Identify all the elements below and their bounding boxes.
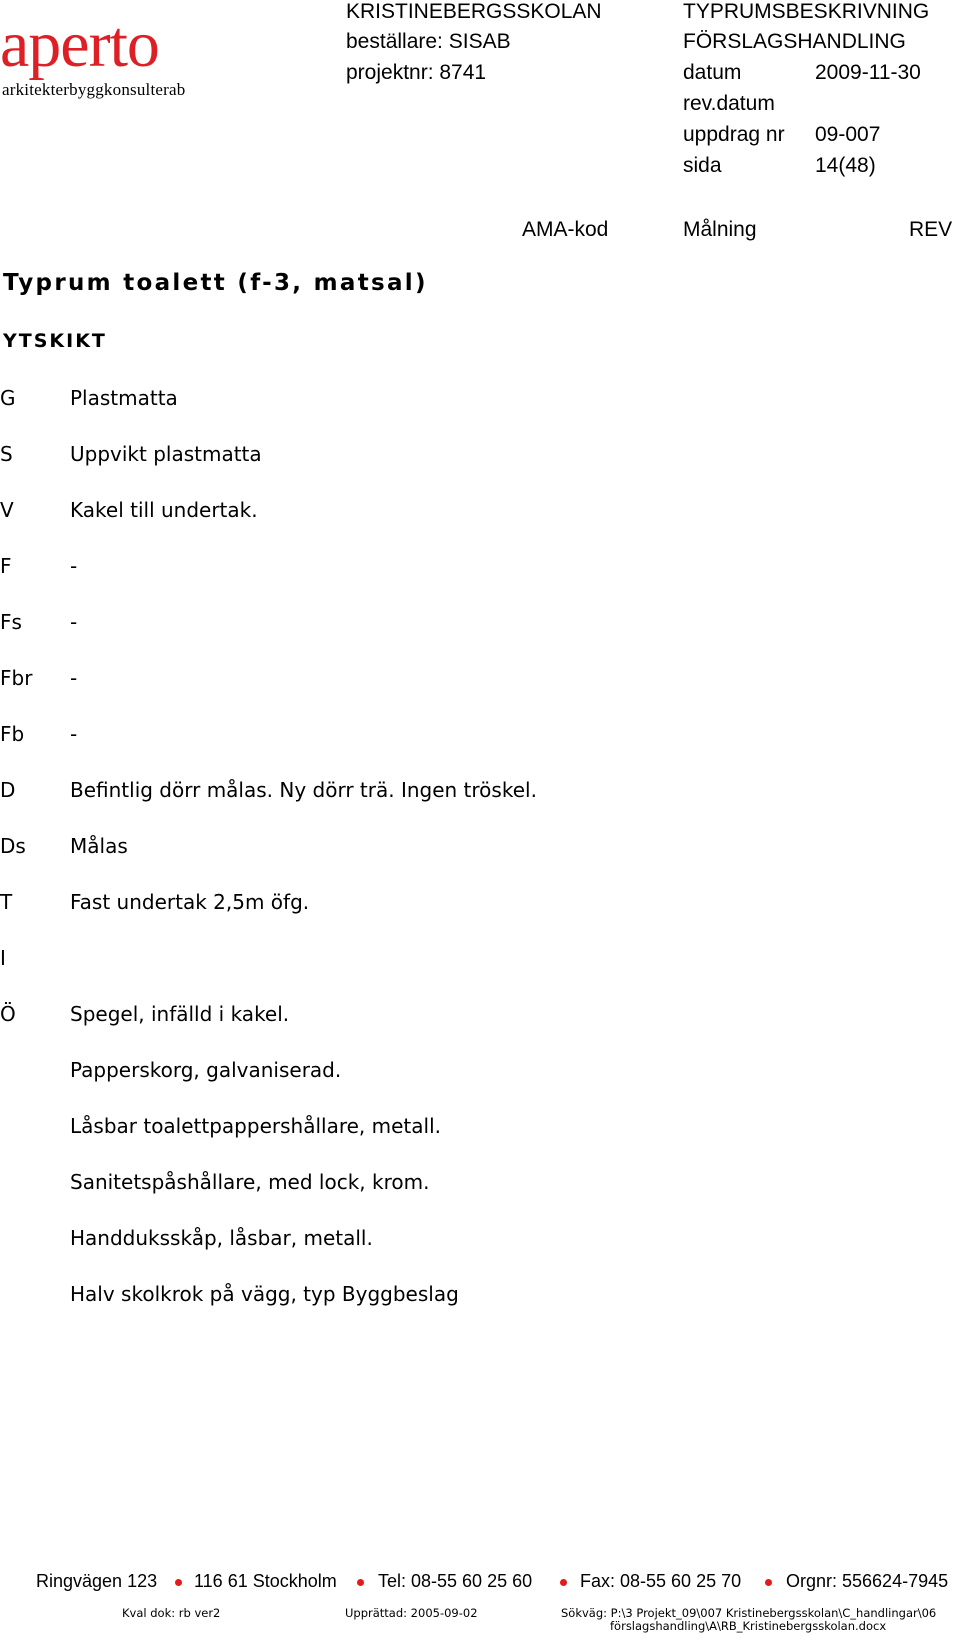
spec-text: -	[70, 722, 78, 746]
client: beställare: SISAB	[346, 30, 511, 53]
spec-code: G	[0, 386, 16, 410]
spec-code: Fb	[0, 722, 25, 746]
spec-text: -	[70, 554, 78, 578]
page-label: sida	[683, 154, 722, 177]
assignment-label: uppdrag nr	[683, 123, 785, 146]
column-painting: Målning	[683, 218, 757, 241]
assignment-value: 09-007	[815, 123, 881, 146]
spec-text: Fast undertak 2,5m öfg.	[70, 890, 310, 914]
company-logo: aperto	[0, 8, 159, 81]
spec-code: Ds	[0, 834, 26, 858]
spec-text: Befintlig dörr målas. Ny dörr trä. Ingen tröskel.	[70, 778, 537, 802]
spec-text: Handduksskåp, låsbar, metall.	[70, 1226, 373, 1250]
spec-code: T	[0, 890, 13, 914]
spec-text: Halv skolkrok på vägg, typ Byggbeslag	[70, 1282, 459, 1306]
spec-code: D	[0, 778, 16, 802]
spec-text: Papperskorg, galvaniserad.	[70, 1058, 342, 1082]
footer-tel: Tel: 08-55 60 25 60	[378, 1571, 533, 1591]
revision-date-label: rev.datum	[683, 92, 775, 115]
footer-orgnr: Orgnr: 556624-7945	[786, 1571, 949, 1591]
spec-text: Spegel, infälld i kakel.	[70, 1002, 290, 1026]
bullet-icon	[765, 1579, 772, 1586]
bullet-icon	[357, 1579, 364, 1586]
column-revision: REV	[909, 218, 953, 241]
bullet-icon	[560, 1579, 567, 1586]
spec-text: Låsbar toalettpappershållare, metall.	[70, 1114, 441, 1138]
spec-code: I	[0, 946, 6, 970]
footer-quality-doc: Kval dok: rb ver2	[122, 1606, 221, 1620]
spec-code: F	[0, 554, 12, 578]
document-type: TYPRUMSBESKRIVNING	[683, 0, 930, 23]
date-label: datum	[683, 61, 742, 84]
spec-code: V	[0, 498, 14, 522]
page-value: 14(48)	[815, 154, 876, 177]
spec-text: Sanitetspåshållare, med lock, krom.	[70, 1170, 430, 1194]
column-ama-code: AMA-kod	[522, 218, 609, 241]
footer-city: 116 61 Stockholm	[194, 1571, 337, 1591]
document-stage: FÖRSLAGSHANDLING	[683, 30, 906, 53]
spec-code: S	[0, 442, 13, 466]
spec-text: Kakel till undertak.	[70, 498, 258, 522]
spec-code: Fbr	[0, 666, 33, 690]
spec-text: Målas	[70, 834, 128, 858]
footer-address: Ringvägen 123	[36, 1571, 158, 1591]
project-name: KRISTINEBERGSSKOLAN	[346, 0, 602, 23]
date-value: 2009-11-30	[815, 61, 921, 84]
footer-contact	[0, 1571, 960, 1595]
room-title: Typrum toalett (f-3, matsal)	[3, 270, 428, 296]
footer-file-name: förslagshandling\A\RB_Kristinebergsskolan.docx	[610, 1619, 887, 1633]
spec-text: Plastmatta	[70, 386, 178, 410]
spec-code: Fs	[0, 610, 22, 634]
footer-file-path: Sökväg: P:\3 Projekt_09\007 Kristinebergsskolan\C_handlingar\06	[561, 1606, 937, 1620]
company-logo-subtitle: arkitekterbyggkonsulterab	[2, 80, 186, 99]
section-title: YTSKIKT	[3, 330, 107, 352]
project-number: projektnr: 8741	[346, 61, 487, 84]
spec-code: Ö	[0, 1002, 16, 1026]
bullet-icon	[175, 1579, 182, 1586]
spec-text: -	[70, 666, 78, 690]
spec-text: Uppvikt plastmatta	[70, 442, 262, 466]
spec-text: -	[70, 610, 78, 634]
footer-fax: Fax: 08-55 60 25 70	[580, 1571, 742, 1591]
footer-created-date: Upprättad: 2005-09-02	[345, 1606, 478, 1620]
